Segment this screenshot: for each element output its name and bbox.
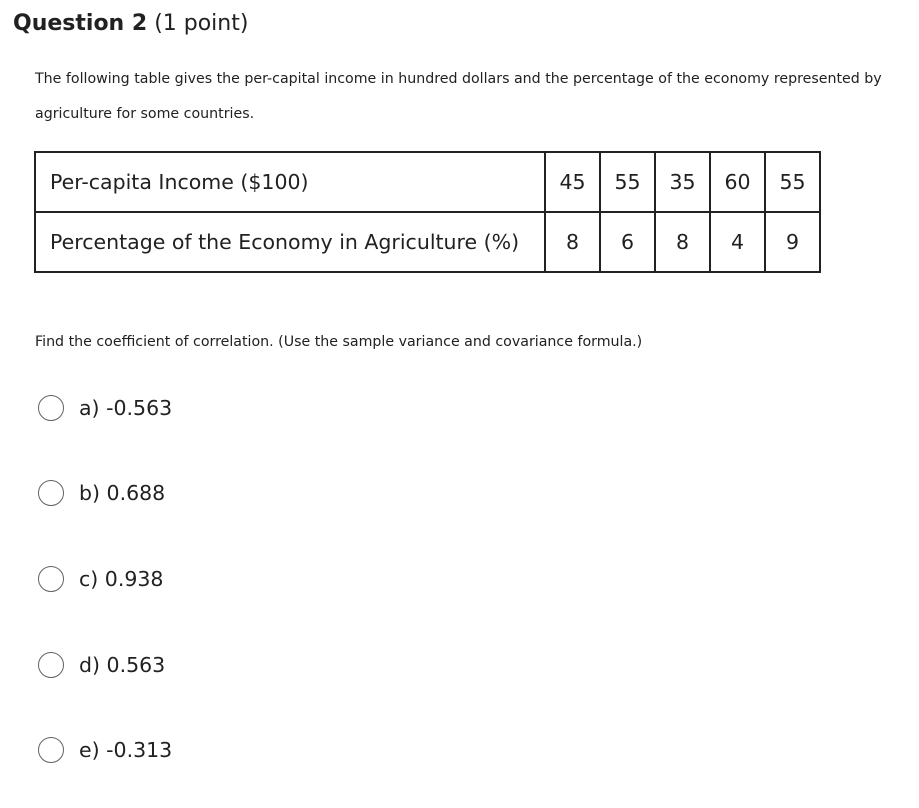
data-table <box>34 151 821 273</box>
option-label[interactable]: c) 0.938 <box>79 567 164 591</box>
table-row <box>35 212 820 272</box>
answer-option-e[interactable] <box>38 735 172 765</box>
question-title: Question 2 <box>13 11 148 36</box>
table-cell: 8 <box>545 212 600 272</box>
table-cell: 6 <box>600 212 655 272</box>
table-cell: 55 <box>600 152 655 212</box>
radio-button[interactable] <box>38 480 64 506</box>
answer-option-d[interactable] <box>38 650 165 680</box>
answer-option-a[interactable] <box>38 393 172 423</box>
radio-button[interactable] <box>38 566 64 592</box>
question-intro <box>35 62 919 132</box>
option-label[interactable]: b) 0.688 <box>79 481 166 505</box>
table-cell: 8 <box>655 212 710 272</box>
table-cell: 4 <box>710 212 765 272</box>
row-label: Percentage of the Economy in Agriculture (%) <box>35 212 545 272</box>
row-label: Per-capita Income ($100) <box>35 152 545 212</box>
option-label[interactable]: a) -0.563 <box>79 396 173 420</box>
option-label[interactable]: d) 0.563 <box>79 653 166 677</box>
intro-line-1: The following table gives the per-capital income in hundred dollars and the percentage of the economy represented by <box>35 71 882 87</box>
table-cell: 9 <box>765 212 820 272</box>
question-header <box>13 9 248 39</box>
table-cell: 55 <box>765 152 820 212</box>
table-cell: 45 <box>545 152 600 212</box>
intro-line-2: agriculture for some countries. <box>35 106 255 122</box>
radio-button[interactable] <box>38 652 64 678</box>
radio-button[interactable] <box>38 395 64 421</box>
table-row <box>35 152 820 212</box>
answer-option-c[interactable] <box>38 564 163 594</box>
radio-button[interactable] <box>38 737 64 763</box>
option-label[interactable]: e) -0.313 <box>79 738 173 762</box>
question-points: (1 point) <box>154 11 249 36</box>
table-cell: 35 <box>655 152 710 212</box>
answer-option-b[interactable] <box>38 478 165 508</box>
question-prompt: Find the coefficient of correlation. (Use the sample variance and covariance formula.) <box>35 334 643 350</box>
table-cell: 60 <box>710 152 765 212</box>
